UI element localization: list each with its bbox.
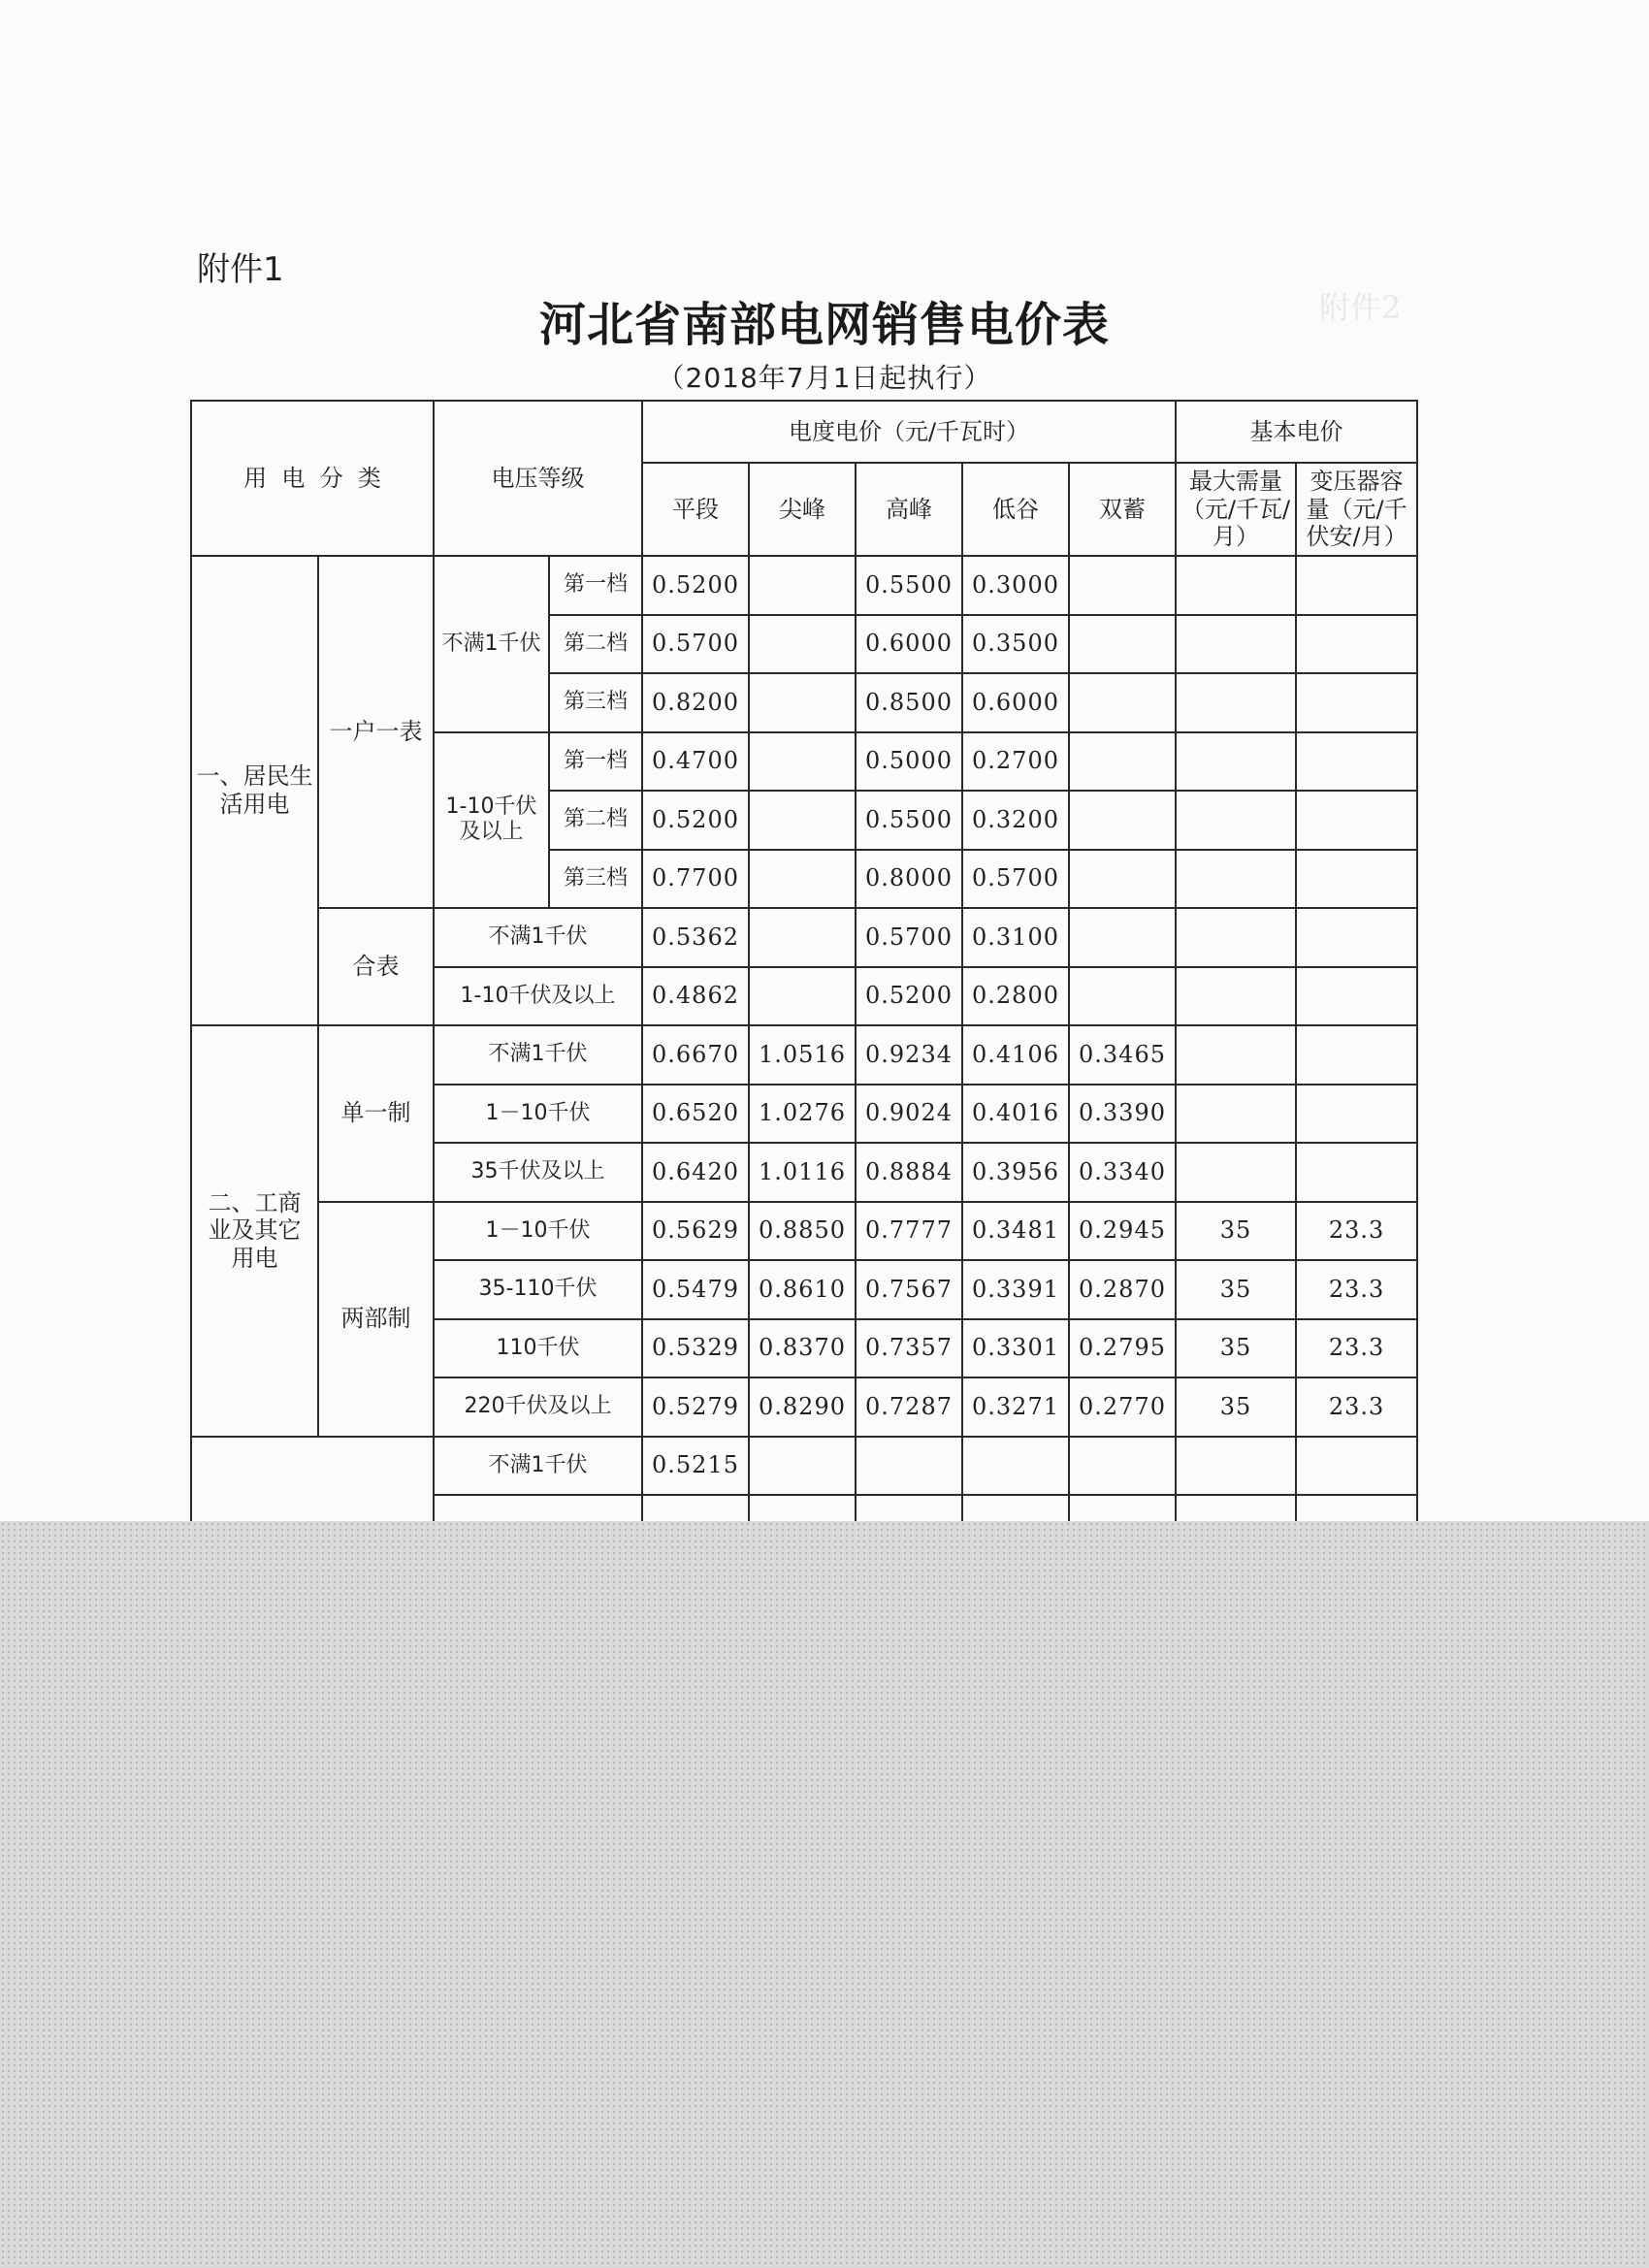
sharp-price: 0.8290 xyxy=(749,1377,856,1437)
capacity-price: 23.3 xyxy=(1296,1202,1417,1261)
transformer-capacity-header: 变压器容量（元/千伏安/月） xyxy=(1296,463,1417,556)
sharp-price: 1.0276 xyxy=(749,1085,856,1144)
page-title: 河北省南部电网销售电价表 xyxy=(538,298,1110,352)
period-valley-header: 低谷 xyxy=(962,463,1069,556)
valley-price: 0.6000 xyxy=(962,673,1069,732)
storage-price: 0.3390 xyxy=(1069,1085,1176,1144)
bleed-through-text: 附件2 xyxy=(1319,289,1402,326)
flat-price: 0.6420 xyxy=(642,1143,749,1202)
flat-price: 0.5329 xyxy=(642,1319,749,1378)
peak-price: 0.7777 xyxy=(856,1202,962,1261)
period-peak-header: 高峰 xyxy=(856,463,962,556)
peak-price: 0.9024 xyxy=(856,1085,962,1144)
flat-price: 0.5629 xyxy=(642,1202,749,1261)
peak-price: 0.7357 xyxy=(856,1319,962,1378)
table-row xyxy=(191,908,1417,967)
flat-price: 0.5700 xyxy=(642,615,749,674)
tier-cell: 第三档 xyxy=(549,850,642,909)
valley-price: 0.2800 xyxy=(962,967,1069,1026)
capacity-price: 23.3 xyxy=(1296,1377,1417,1437)
capacity-price: 23.3 xyxy=(1296,1260,1417,1319)
max-demand-price: 35 xyxy=(1176,1260,1296,1319)
flat-price: 0.5215 xyxy=(642,1437,749,1496)
capacity-price: 23.3 xyxy=(1296,1319,1417,1378)
shared-meter: 合表 xyxy=(318,908,434,1025)
sharp-price: 1.0516 xyxy=(749,1025,856,1085)
flat-price: 0.6520 xyxy=(642,1085,749,1144)
peak-price: 0.8884 xyxy=(856,1143,962,1202)
peak-price: 0.8000 xyxy=(856,850,962,909)
valley-price: 0.2700 xyxy=(962,732,1069,792)
page-subtitle: （2018年7月1日起执行） xyxy=(657,362,992,394)
peak-price: 0.5500 xyxy=(856,556,962,615)
voltage-cell: 1-10千伏及以上 xyxy=(434,732,549,909)
storage-price: 0.3465 xyxy=(1069,1025,1176,1085)
storage-price: 0.2870 xyxy=(1069,1260,1176,1319)
tier-cell: 第一档 xyxy=(549,732,642,792)
storage-price: 0.2770 xyxy=(1069,1377,1176,1437)
sharp-price: 0.8370 xyxy=(749,1319,856,1378)
peak-price: 0.5200 xyxy=(856,967,962,1026)
single-rate-system: 单一制 xyxy=(318,1025,434,1202)
peak-price: 0.7567 xyxy=(856,1260,962,1319)
price-table xyxy=(190,400,1418,1555)
valley-price: 0.3956 xyxy=(962,1143,1069,1202)
per-household-meter: 一户一表 xyxy=(318,556,434,908)
peak-price: 0.6000 xyxy=(856,615,962,674)
storage-price: 0.3340 xyxy=(1069,1143,1176,1202)
valley-price: 0.5700 xyxy=(962,850,1069,909)
flat-price: 0.4862 xyxy=(642,967,749,1026)
flat-price: 0.5279 xyxy=(642,1377,749,1437)
valley-price: 0.3391 xyxy=(962,1260,1069,1319)
voltage-header: 电压等级 xyxy=(434,401,642,556)
valley-price: 0.3100 xyxy=(962,908,1069,967)
peak-price: 0.5500 xyxy=(856,791,962,850)
category-header: 用 电 分 类 xyxy=(191,401,434,556)
flat-price: 0.5479 xyxy=(642,1260,749,1319)
max-demand-price: 35 xyxy=(1176,1377,1296,1437)
tier-cell: 第三档 xyxy=(549,673,642,732)
peak-price: 0.5000 xyxy=(856,732,962,792)
voltage-cell: 110千伏 xyxy=(434,1319,642,1378)
valley-price: 0.3500 xyxy=(962,615,1069,674)
valley-price: 0.4106 xyxy=(962,1025,1069,1085)
tier-cell: 第二档 xyxy=(549,791,642,850)
storage-price: 0.2795 xyxy=(1069,1319,1176,1378)
tier-cell: 第二档 xyxy=(549,615,642,674)
sharp-price: 1.0116 xyxy=(749,1143,856,1202)
storage-price: 0.2945 xyxy=(1069,1202,1176,1261)
peak-price: 0.9234 xyxy=(856,1025,962,1085)
table-row xyxy=(191,1025,1417,1085)
voltage-cell: 1-10千伏及以上 xyxy=(434,967,642,1026)
voltage-cell: 35-110千伏 xyxy=(434,1260,642,1319)
voltage-cell: 不满1千伏 xyxy=(434,908,642,967)
max-demand-price: 35 xyxy=(1176,1202,1296,1261)
voltage-cell: 35千伏及以上 xyxy=(434,1143,642,1202)
table-row xyxy=(191,1437,1417,1496)
sharp-price: 0.8610 xyxy=(749,1260,856,1319)
valley-price: 0.4016 xyxy=(962,1085,1069,1144)
voltage-cell: 1－10千伏 xyxy=(434,1085,642,1144)
valley-price: 0.3271 xyxy=(962,1377,1069,1437)
table-row xyxy=(191,556,1417,615)
table-row xyxy=(191,1202,1417,1261)
basic-price-header: 基本电价 xyxy=(1176,401,1417,463)
voltage-cell: 220千伏及以上 xyxy=(434,1377,642,1437)
period-sharp-header: 尖峰 xyxy=(749,463,856,556)
period-flat-header: 平段 xyxy=(642,463,749,556)
commercial-category: 二、工商业及其它用电 xyxy=(191,1025,318,1437)
valley-price: 0.3000 xyxy=(962,556,1069,615)
peak-price: 0.5700 xyxy=(856,908,962,967)
two-part-system: 两部制 xyxy=(318,1202,434,1437)
energy-price-header: 电度电价（元/千瓦时） xyxy=(642,401,1176,463)
residential-category: 一、居民生活用电 xyxy=(191,556,318,1025)
sharp-price: 0.8850 xyxy=(749,1202,856,1261)
flat-price: 0.4700 xyxy=(642,732,749,792)
voltage-cell: 不满1千伏 xyxy=(434,1025,642,1085)
tier-cell: 第一档 xyxy=(549,556,642,615)
valley-price: 0.3200 xyxy=(962,791,1069,850)
max-demand-header: 最大需量（元/千瓦/月） xyxy=(1176,463,1296,556)
redaction-overlay xyxy=(0,1521,1649,2268)
flat-price: 0.5362 xyxy=(642,908,749,967)
valley-price: 0.3301 xyxy=(962,1319,1069,1378)
flat-price: 0.8200 xyxy=(642,673,749,732)
attachment-label: 附件1 xyxy=(197,250,284,289)
peak-price: 0.7287 xyxy=(856,1377,962,1437)
voltage-cell: 不满1千伏 xyxy=(434,1437,642,1496)
peak-price: 0.8500 xyxy=(856,673,962,732)
voltage-cell: 不满1千伏 xyxy=(434,556,549,732)
voltage-cell: 1－10千伏 xyxy=(434,1202,642,1261)
period-storage-header: 双蓄 xyxy=(1069,463,1176,556)
max-demand-price: 35 xyxy=(1176,1319,1296,1378)
flat-price: 0.7700 xyxy=(642,850,749,909)
flat-price: 0.5200 xyxy=(642,556,749,615)
flat-price: 0.5200 xyxy=(642,791,749,850)
flat-price: 0.6670 xyxy=(642,1025,749,1085)
valley-price: 0.3481 xyxy=(962,1202,1069,1261)
